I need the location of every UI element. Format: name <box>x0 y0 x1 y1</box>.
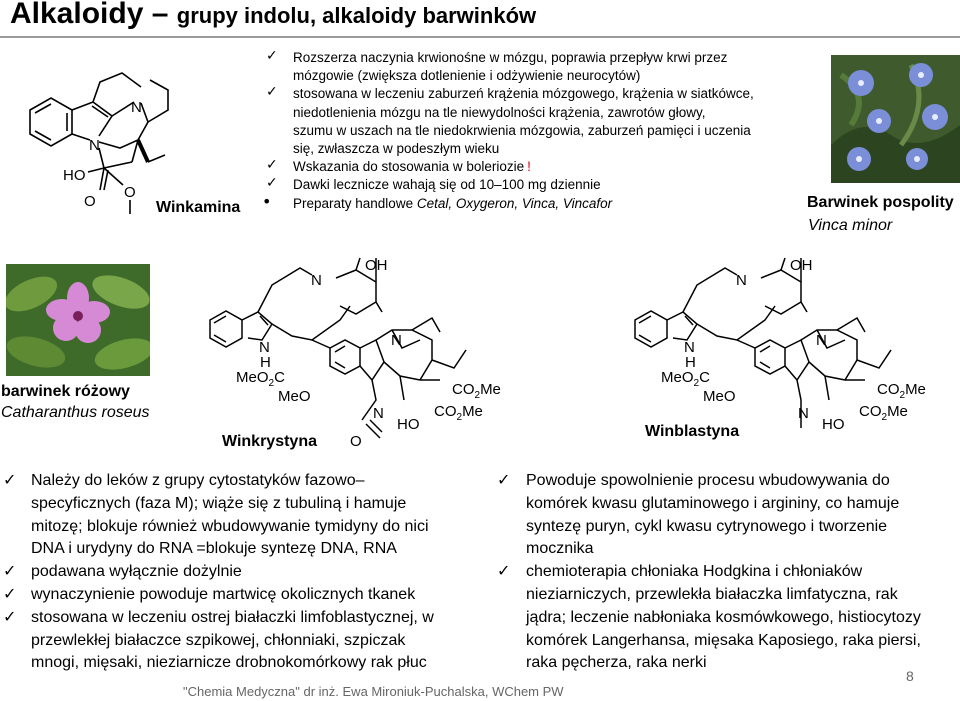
vincamine-atom-n-indole: N <box>89 137 100 154</box>
vincristine-co2me-b: $CO_2Me$ <box>434 403 483 423</box>
catharanthus-photo <box>6 264 150 376</box>
vinblastine-structure <box>625 250 945 450</box>
bullet-line: raka pęcherza, raka nerki <box>526 654 707 672</box>
vinblastine-label: Winblastyna <box>645 423 740 440</box>
vincristine-atom-nh-h: H <box>260 354 271 371</box>
vincamine-atom-o-ester: O <box>124 184 136 201</box>
bullet-line: mnogi, mięsaki, nieziarnicze drobnokomórkowy rak płuc <box>31 654 427 672</box>
vincristine-atom-n-top: N <box>311 272 322 289</box>
page-title <box>10 0 536 31</box>
vinblastine-atom-nh-h: H <box>685 354 696 371</box>
bullet-line: nieziarniczych, przewlekła białaczka limfatyczna, rak <box>526 586 898 603</box>
vinblastine-co2me-a: $CO_2Me$ <box>877 381 926 401</box>
vincristine-atom-oh: OH <box>365 257 388 274</box>
check-icon: ✓ <box>3 470 17 489</box>
vinblastine-atom-n-bottom: N <box>798 405 809 422</box>
vinblastine-atom-n-right: N <box>816 332 827 349</box>
top-bullet-line: Wskazania do stosowania w boleriozie ! <box>293 159 531 175</box>
catharanthus-latin: Catharanthus roseus <box>1 404 150 421</box>
title-subtitle: grupy indolu, alkaloidy barwinków <box>176 3 537 28</box>
title-main: Alkaloidy – <box>10 0 169 30</box>
check-icon: ✓ <box>266 175 278 192</box>
top-bullet-line: stosowana w leczeniu zaburzeń krążenia mózgowego, krążenia w siatkówce, <box>293 86 754 102</box>
vincristine-meo2c: MeO$_2$C <box>236 369 285 389</box>
vinca-minor-photo <box>831 55 960 183</box>
vinblastine-meo2c: MeO$_2$C <box>661 369 710 389</box>
vincristine-structure <box>200 250 520 455</box>
vinblastine-meo: MeO <box>703 388 736 405</box>
bullet-line: komórek Langerhansa, mięsaka Kaposiego, raka piersi, <box>526 631 921 649</box>
vincristine-meo: MeO <box>278 388 311 405</box>
bullet-line: jądra; leczenie nabłoniaka kosmówkowego, histiocytozy <box>526 608 921 626</box>
vincamine-atom-n-top: N <box>131 99 142 116</box>
vinblastine-atom-n-top: N <box>736 272 747 289</box>
vincristine-atom-n-right: N <box>391 332 402 349</box>
footer-credit: "Chemia Medyczna" dr inż. Ewa Mironiuk-Puchalska, WChem PW <box>183 684 564 699</box>
vincristine-atom-ho: HO <box>397 416 420 433</box>
vincristine-atom-nh-n: N <box>259 339 270 356</box>
vinca-minor-name: Barwinek pospolity <box>807 194 954 211</box>
top-bullet-line: Preparaty handlowe Cetal, Oxygeron, Vinca, Vincafor <box>293 195 613 211</box>
vinblastine-atom-nh-n: N <box>684 339 695 356</box>
vincristine-label: Winkrystyna <box>222 433 317 450</box>
vincristine-atom-n-bottom: N <box>373 405 384 422</box>
vincristine-co2me-a: $CO_2Me$ <box>452 381 501 401</box>
top-bullet-line: Rozszerza naczynia krwionośne w mózgu, poprawia przepływ krwi przez <box>293 50 728 65</box>
bullet-line: chemioterapia chłoniaka Hodgkina i chłoniaków <box>526 563 863 581</box>
vinblastine-co2me-b: $CO_2Me$ <box>859 403 908 423</box>
check-icon: ✓ <box>266 48 278 64</box>
exclaim-mark: ! <box>527 159 531 175</box>
bullet-line: komórek kwasu glutaminowego i argininy, co hamuje <box>526 494 900 512</box>
bullet-line: stosowana w leczeniu ostrej białaczki limfoblastycznej, w <box>31 608 434 626</box>
title-divider <box>0 36 960 38</box>
check-icon: ✓ <box>497 470 511 489</box>
catharanthus-name: barwinek różowy <box>1 383 130 400</box>
top-bullet-line: się, zwłaszcza w podeszłym wieku <box>293 141 500 156</box>
bullet-dot-icon: • <box>262 191 272 211</box>
vinca-minor-latin: Vinca minor <box>808 217 893 234</box>
check-icon: ✓ <box>266 157 278 174</box>
page-number: 8 <box>906 668 914 684</box>
bullet-line: DNA i urydyny do RNA =blokuje syntezę DNA, RNA <box>31 540 397 558</box>
vincamine-structure <box>15 60 250 220</box>
bullet-line: specyficznych (faza M); wiąże się z tubuliną i hamuje <box>31 494 407 512</box>
top-bullet-line: mózgowie (zwiększa dotlenienie i odżywienie neurocytów) <box>293 68 641 84</box>
vincristine-atom-o: O <box>350 433 362 450</box>
vincamine-atom-o-carbonyl: O <box>84 193 96 210</box>
check-icon: ✓ <box>3 561 17 581</box>
top-bullet-line: niedotlenienia mózgu na tle niewydolności krążenia, zawrotów głowy, <box>293 104 706 120</box>
bullet-line: wynaczynienie powoduje martwicę okolicznych tkanek <box>31 586 416 603</box>
bullet-line: przewlekłej białaczce szpikowej, chłonniaki, szpiczak <box>31 631 406 649</box>
bullet-line: syntezę puryn, cykl kwasu cytrynowego i tworzenie <box>526 517 888 535</box>
vinblastine-atom-ho: HO <box>822 416 845 433</box>
check-icon: ✓ <box>266 84 278 101</box>
bullet-line: podawana wyłącznie dożylnie <box>31 563 242 581</box>
check-icon: ✓ <box>3 584 17 603</box>
vincamine-atom-ho: HO <box>63 167 86 184</box>
vinblastine-atom-oh: OH <box>790 257 813 274</box>
check-icon: ✓ <box>3 606 17 626</box>
vincamine-label: Winkamina <box>156 199 241 216</box>
check-icon: ✓ <box>497 561 511 581</box>
bullet-line: Powoduje spowolnienie procesu wbudowywania do <box>526 472 890 489</box>
bullet-line: mocznika <box>526 540 594 558</box>
bullet-line: Należy do leków z grupy cytostatyków fazowo– <box>31 472 365 489</box>
top-bullet-line: Dawki lecznicze wahają się od 10–100 mg dziennie <box>293 177 601 193</box>
top-bullet-line: szumu w uszach na tle niedokrwienia mózgowia, zaburzeń pamięci i uczenia <box>293 122 751 138</box>
bullet-line: mitozę; blokuje również wbudowywanie tymidyny do nici <box>31 517 429 535</box>
